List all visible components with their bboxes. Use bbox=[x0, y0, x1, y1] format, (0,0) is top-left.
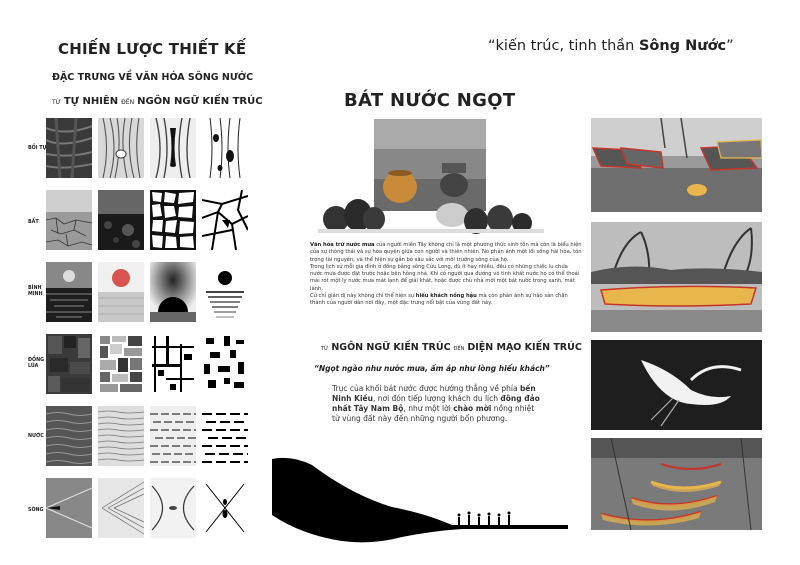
rice-field-aerial bbox=[46, 334, 92, 394]
nature-label: TỰ NHIÊN bbox=[63, 96, 119, 107]
fishing-nets-photo bbox=[591, 438, 762, 530]
p2-text-c: , như một lời bbox=[403, 404, 454, 413]
para-text-3b: mà còn phản ánh sự hào sản chân thành của người dân nơi đây, một đặc trưng nổi bật của vùng đất này. bbox=[310, 293, 568, 307]
cracked-texture-dark bbox=[98, 190, 144, 250]
wooden-boat-trees-photo bbox=[591, 222, 762, 332]
p2-bold-2: đông đảo nhất Tây Nam Bộ bbox=[332, 394, 540, 413]
wake-lines-light bbox=[98, 478, 144, 538]
sub-from: TỪ bbox=[321, 346, 329, 352]
sunrise-red-sun bbox=[98, 262, 144, 322]
water-photo bbox=[46, 406, 92, 466]
from-label: TỪ bbox=[52, 99, 61, 106]
p2-bold-1: bến Ninh Kiều bbox=[332, 384, 536, 403]
wake-photo bbox=[46, 478, 92, 538]
para-text-2: Trong lịch sử mỗi gia đình ở đồng bằng sông Cửu Long, dù ít hay nhiều, đều có những chiếc lu chứa nước mưa được đặt trước hoặc bên hông nhà. Khi có người qua đường vô tình khát nước họ có thể thoải mái rót một ly nước mưa mát lạnh để giải khát, hoặc được chủ nhà mời một bát nước trong xanh, mát lành. bbox=[310, 263, 580, 292]
row-label: BẤT bbox=[28, 220, 39, 225]
egret-flying-photo bbox=[591, 340, 762, 430]
crack-line-pattern bbox=[202, 190, 248, 250]
cracked-earth-photo bbox=[46, 190, 92, 250]
quote-close: ” bbox=[726, 38, 734, 54]
row-label: SÓNG bbox=[28, 508, 44, 513]
wood-photo bbox=[46, 118, 92, 178]
wake-chevron bbox=[150, 478, 196, 538]
culture-subtitle: ĐẶC TRƯNG VỀ VĂN HÓA SÔNG NƯỚC bbox=[52, 72, 254, 83]
bowl-section-silhouette bbox=[272, 455, 568, 547]
water-dashes-black bbox=[202, 406, 248, 466]
boats-on-river-photo bbox=[591, 118, 762, 212]
sunrise-photo bbox=[46, 262, 92, 322]
p2-text-b: , nơi đón tiếp lượng khách du lịch bbox=[372, 394, 501, 403]
row-label: NƯỚC bbox=[28, 434, 44, 439]
para-text: của người miền Tây không chỉ là một phương thức sinh tồn mà còn là biểu hiện của sự thông thái và sự hòa quyện giữa con người và thiên nhiên. Nó phản ánh một lối sống hài hòa, tôn trọng tài nguyên, và thể hiện sự gắn bó sâu sắc với môi trường sông của họ. bbox=[310, 242, 582, 263]
spirit-quote bbox=[488, 38, 734, 54]
to-label: ĐẾN bbox=[121, 99, 135, 106]
wood-line-dots bbox=[202, 118, 248, 178]
bowl-title: BÁT NƯỚC NGỌT bbox=[344, 90, 516, 111]
p2-text-d: nồng nhiệt từ vùng đất này đến những người bốn phương. bbox=[332, 404, 535, 423]
rice-field-grid-lines bbox=[150, 334, 196, 394]
crack-pattern-cells bbox=[150, 190, 196, 250]
quote-open: “kiến trúc, tinh thần bbox=[488, 38, 639, 54]
sunrise-stripes bbox=[202, 262, 248, 322]
water-jars-photo bbox=[316, 119, 544, 237]
axis-paragraph bbox=[332, 384, 544, 424]
wake-black-dots bbox=[202, 478, 248, 538]
para-bold-3: hiếu khách nồng hậu bbox=[415, 293, 477, 300]
water-dashes-gray bbox=[150, 406, 196, 466]
rice-field-blocks bbox=[202, 334, 248, 394]
row-label: BỒI TỤ bbox=[28, 146, 47, 151]
sub-to: ĐẾN bbox=[453, 346, 465, 352]
wood-grain-knot bbox=[98, 118, 144, 178]
para-bold: Văn hóa trữ nước mưa bbox=[310, 242, 375, 248]
para-text-3a: Cử chỉ giản dị này không chỉ thể hiện sự bbox=[310, 293, 416, 300]
row-label: ĐỒNG LÚA bbox=[28, 358, 45, 369]
strategy-title: CHIẾN LƯỢC THIẾT KẾ bbox=[58, 40, 247, 58]
quote-bold: Sông Nước bbox=[638, 38, 727, 54]
sub-a: NGÔN NGỮ KIẾN TRÚC bbox=[331, 342, 451, 353]
row-label: BÌNH MINH bbox=[28, 286, 43, 297]
rice-field-gray-mosaic bbox=[98, 334, 144, 394]
rainwater-culture-paragraph bbox=[310, 242, 582, 308]
sunrise-gradient bbox=[150, 262, 196, 322]
p2-text-a: Trục của khối bát nước được hướng thẳng về phía bbox=[332, 384, 520, 393]
language-to-appearance-heading bbox=[318, 342, 582, 353]
language-label: NGÔN NGỮ KIẾN TRÚC bbox=[137, 96, 263, 107]
p2-bold-3: chào mời bbox=[453, 404, 492, 413]
hospitality-quote: “Ngọt ngào như nước mưa, ấm áp như lòng hiếu khách” bbox=[314, 364, 550, 373]
wood-grain-dark-knot bbox=[150, 118, 196, 178]
water-ripple-light bbox=[98, 406, 144, 466]
sub-b: DIỆN MẠO KIẾN TRÚC bbox=[467, 342, 582, 353]
nature-to-language-subtitle bbox=[52, 96, 263, 107]
